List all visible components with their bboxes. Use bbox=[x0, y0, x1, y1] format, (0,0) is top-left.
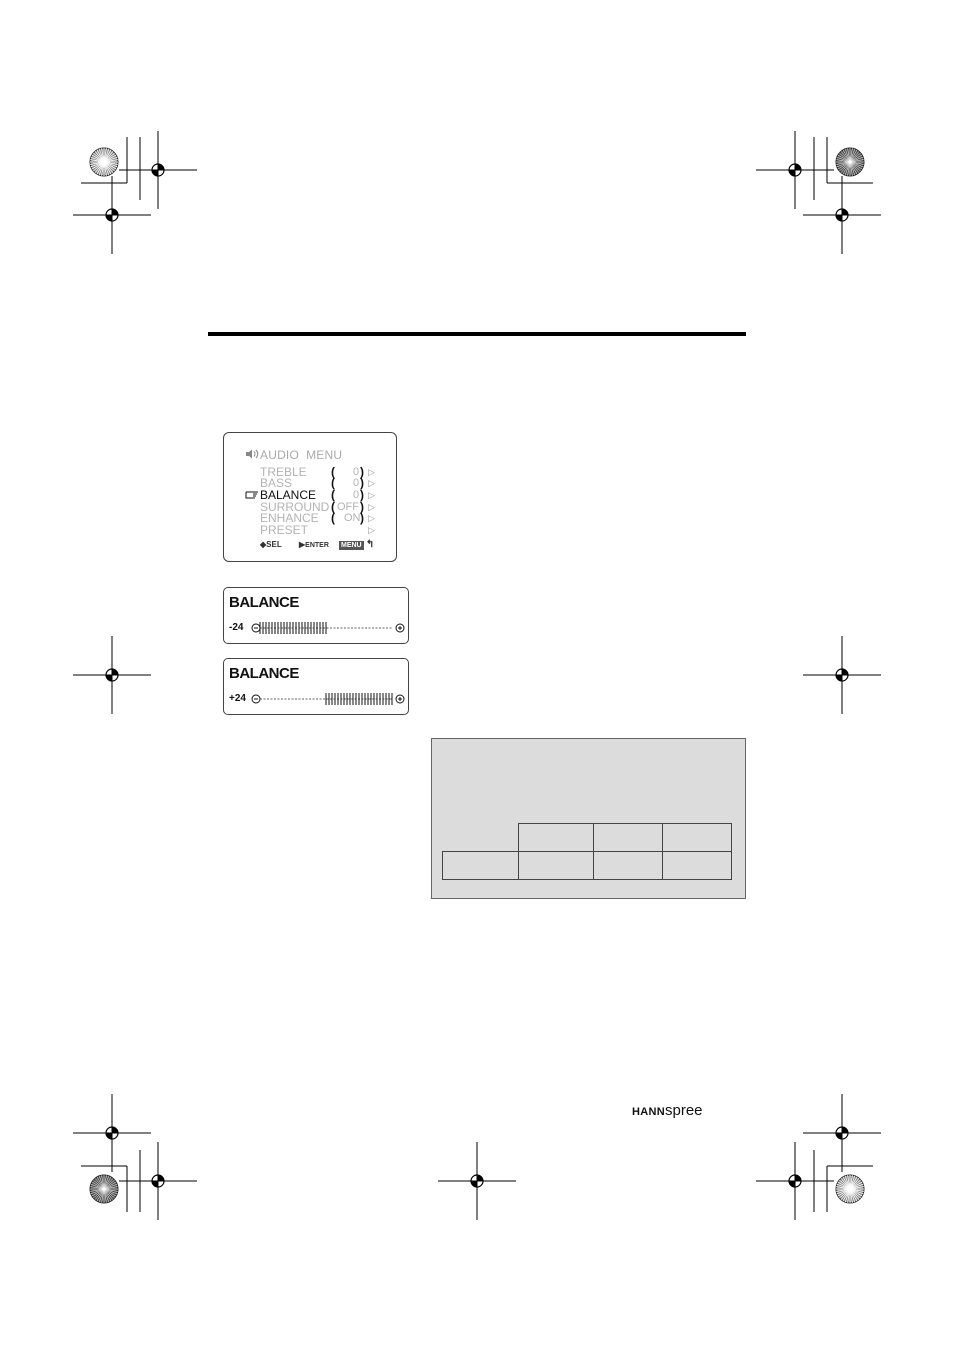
menu-item-balance[interactable]: BALANCE bbox=[260, 488, 317, 502]
table-cell bbox=[519, 824, 594, 852]
balance-value: 0 bbox=[353, 489, 360, 501]
chevron-right-icon: ▷ bbox=[368, 478, 375, 488]
return-arrow-icon: ↰ bbox=[365, 539, 375, 550]
registration-target-icon bbox=[73, 636, 151, 714]
value-bracket: ( bbox=[331, 500, 335, 514]
minus-circle-icon bbox=[252, 624, 260, 632]
registration-target-icon bbox=[73, 176, 151, 254]
table-cell bbox=[594, 824, 663, 852]
footer-enter-hint: ▶ENTER bbox=[299, 540, 329, 549]
table-cell bbox=[443, 852, 519, 880]
balance-title: BALANCE bbox=[229, 665, 299, 682]
menu-item-enhance[interactable]: ENHANCE bbox=[260, 511, 319, 525]
registration-target-icon bbox=[119, 131, 197, 209]
empty-row-table bbox=[442, 851, 732, 880]
audio-menu-osd bbox=[223, 432, 397, 562]
table-cell bbox=[663, 852, 732, 880]
balance-slider-right[interactable] bbox=[224, 691, 410, 711]
table-cell bbox=[519, 852, 594, 880]
footer-select-hint: ◆SEL bbox=[260, 540, 282, 549]
header-rule bbox=[208, 332, 746, 336]
enhance-value: ON bbox=[344, 512, 361, 524]
registration-target-icon bbox=[119, 1142, 197, 1220]
value-bracket: ( bbox=[331, 488, 335, 502]
diamond-icon: ◆ bbox=[260, 540, 267, 549]
value-bracket: ( bbox=[331, 511, 335, 525]
table-cell bbox=[663, 824, 732, 852]
chevron-right-icon: ▷ bbox=[368, 467, 375, 477]
menu-item-treble[interactable]: TREBLE bbox=[260, 465, 307, 479]
balance-osd-right bbox=[223, 658, 409, 715]
menu-item-surround[interactable]: SURROUND bbox=[260, 500, 330, 514]
menu-item-bass[interactable]: BASS bbox=[260, 476, 293, 490]
chevron-right-icon: ▷ bbox=[368, 502, 375, 512]
registration-target-icon bbox=[803, 636, 881, 714]
value-bracket: ) bbox=[360, 476, 364, 490]
registration-target-icon bbox=[73, 1094, 151, 1172]
value-bracket: ) bbox=[360, 511, 364, 525]
plus-circle-icon bbox=[396, 695, 404, 703]
balance-value-right: +24 bbox=[229, 693, 246, 704]
footer-menu-hint bbox=[339, 539, 374, 550]
value-bracket: ) bbox=[360, 500, 364, 514]
audio-menu-title: AUDIO MENU bbox=[260, 448, 343, 462]
value-bracket: ( bbox=[331, 476, 335, 490]
balance-value-left: -24 bbox=[229, 622, 244, 633]
table-cell bbox=[594, 852, 663, 880]
chevron-right-icon: ▷ bbox=[368, 513, 375, 523]
spec-table-panel bbox=[431, 738, 746, 899]
plus-circle-icon bbox=[396, 624, 404, 632]
treble-value: 0 bbox=[353, 466, 360, 478]
registration-target-icon bbox=[756, 131, 834, 209]
menu-key-badge: MENU bbox=[341, 542, 362, 549]
brand-logo: HANNspree bbox=[632, 1102, 703, 1119]
menu-item-preset[interactable]: PRESET bbox=[260, 523, 309, 537]
chevron-right-icon: ▷ bbox=[368, 490, 375, 500]
surround-value: OFF bbox=[337, 501, 359, 513]
balance-title: BALANCE bbox=[229, 594, 299, 611]
speaker-icon bbox=[245, 449, 259, 459]
registration-target-icon bbox=[438, 1142, 516, 1220]
bass-value: 0 bbox=[353, 477, 360, 489]
registration-target-icon bbox=[803, 176, 881, 254]
value-bracket: ) bbox=[360, 465, 364, 479]
value-bracket: ( bbox=[331, 465, 335, 479]
chevron-right-icon: ▷ bbox=[368, 525, 375, 535]
balance-slider-left[interactable] bbox=[224, 620, 410, 640]
play-triangle-icon: ▶ bbox=[299, 540, 306, 549]
balance-osd-left bbox=[223, 587, 409, 644]
registration-target-icon bbox=[803, 1094, 881, 1172]
registration-target-icon bbox=[756, 1142, 834, 1220]
value-bracket: ) bbox=[360, 488, 364, 502]
empty-header-table bbox=[518, 823, 732, 852]
minus-circle-icon bbox=[252, 695, 260, 703]
pointing-hand-icon bbox=[245, 489, 259, 500]
